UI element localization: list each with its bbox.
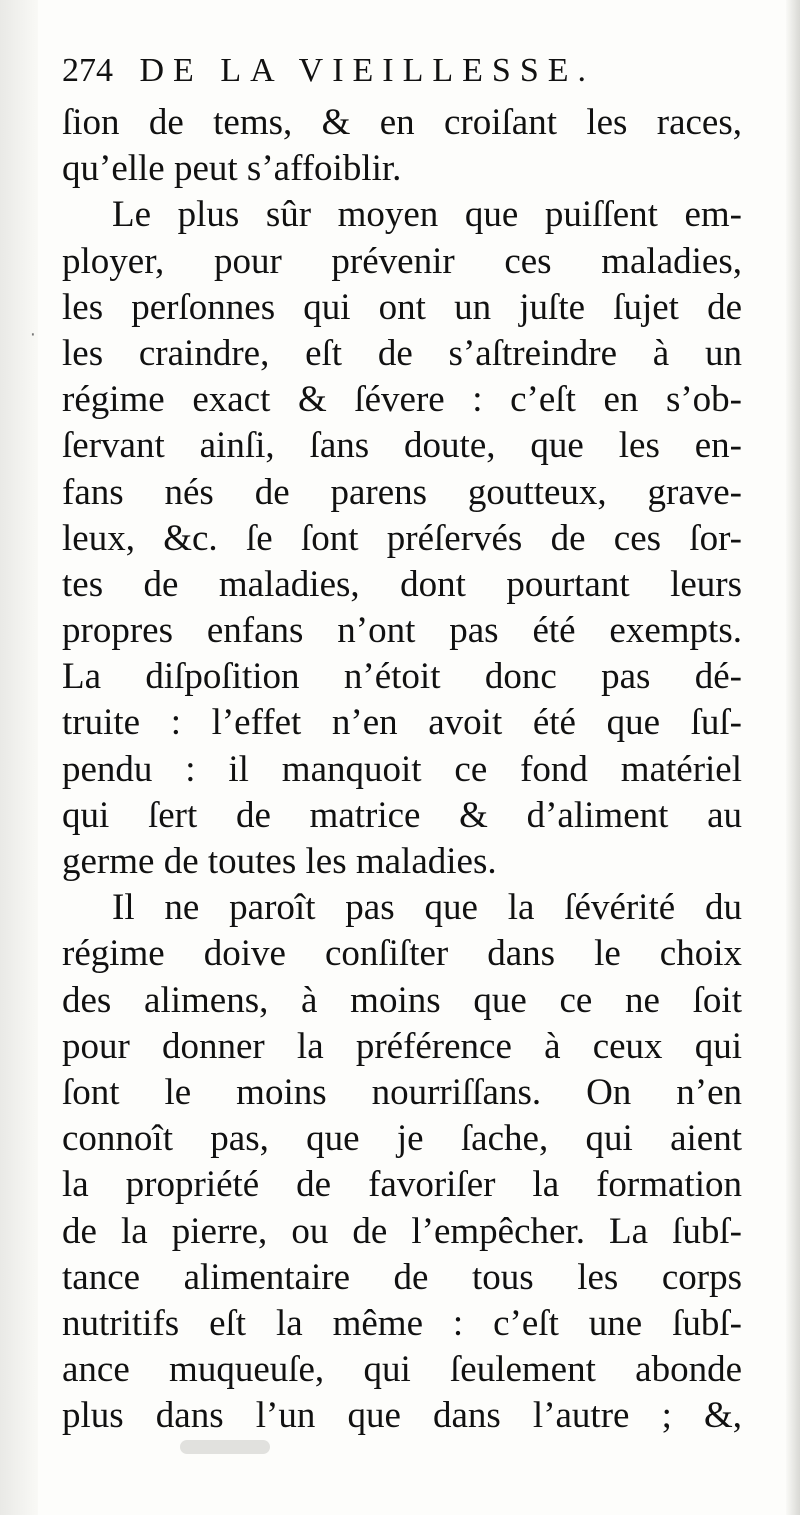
text-line: propres enfans n’ont pas été exempts.: [62, 610, 742, 652]
text-line: la propriété de favoriſer la formation: [62, 1164, 742, 1206]
running-head: [62, 52, 702, 90]
text-line: nutritifs eſt la même : c’eſt une ſubſ-: [62, 1302, 742, 1344]
text-line: qu’elle peut s’affoiblir.: [62, 148, 402, 190]
text-line: tes de maladies, dont pourtant leurs: [62, 563, 742, 605]
text-line: leux, &c. ſe ſont préſervés de ces ſor-: [62, 517, 742, 559]
page-gutter-shadow: [0, 0, 38, 1515]
text-line: de la pierre, ou de l’empêcher. La ſubſ-: [62, 1210, 742, 1252]
text-line: pendu : il manquoit ce fond matériel: [62, 748, 742, 790]
text-line: La diſpoſition n’étoit donc pas dé-: [62, 656, 742, 698]
page-edge-shadow: [786, 0, 800, 1515]
text-line: les craindre, eſt de s’aſtreindre à un: [62, 332, 742, 374]
running-title: DE LA VIEILLESSE.: [139, 52, 596, 89]
text-line: des alimens, à moins que ce ne ſoit: [62, 979, 742, 1021]
text-line: ſion de tems, & en croiſant les races,: [62, 102, 742, 143]
text-line: tance alimentaire de tous les corps: [62, 1256, 742, 1298]
text-line: truite : l’effet n’en avoit été que ſuſ-: [62, 702, 742, 744]
text-line: ance muqueuſe, qui ſeulement abonde: [62, 1349, 742, 1391]
text-line: pour donner la préférence à ceux qui: [62, 1025, 742, 1067]
text-line: les perſonnes qui ont un juſte ſujet de: [62, 286, 742, 328]
text-line: Le plus sûr moyen que puiſſent em-: [112, 194, 742, 236]
text-line: germe de toutes les maladies.: [62, 841, 497, 882]
text-line: qui ſert de matrice & d’aliment au: [62, 794, 742, 836]
text-line: fans nés de parens goutteux, grave-: [62, 471, 742, 513]
text-line: ployer, pour prévenir ces maladies,: [62, 240, 742, 282]
text-line: connoît pas, que je ſache, qui aient: [62, 1118, 742, 1160]
text-line: régime exact & ſévere : c’eſt en s’ob-: [62, 379, 742, 421]
text-line: ſervant ainſi, ſans doute, que les en-: [62, 425, 742, 467]
text-line: ſont le moins nourriſſans. On n’en: [62, 1071, 742, 1113]
ink-smudge: [180, 1440, 270, 1454]
body-text: [62, 100, 742, 1439]
text-line: régime doive conſiſter dans le choix: [62, 933, 742, 975]
text-line: Il ne paroît pas que la ſévérité du: [112, 887, 742, 929]
page-number: 274: [62, 52, 113, 89]
stray-ink-mark: ‧: [30, 325, 36, 346]
text-line: plus dans l’un que dans l’autre ; &,: [62, 1395, 742, 1437]
